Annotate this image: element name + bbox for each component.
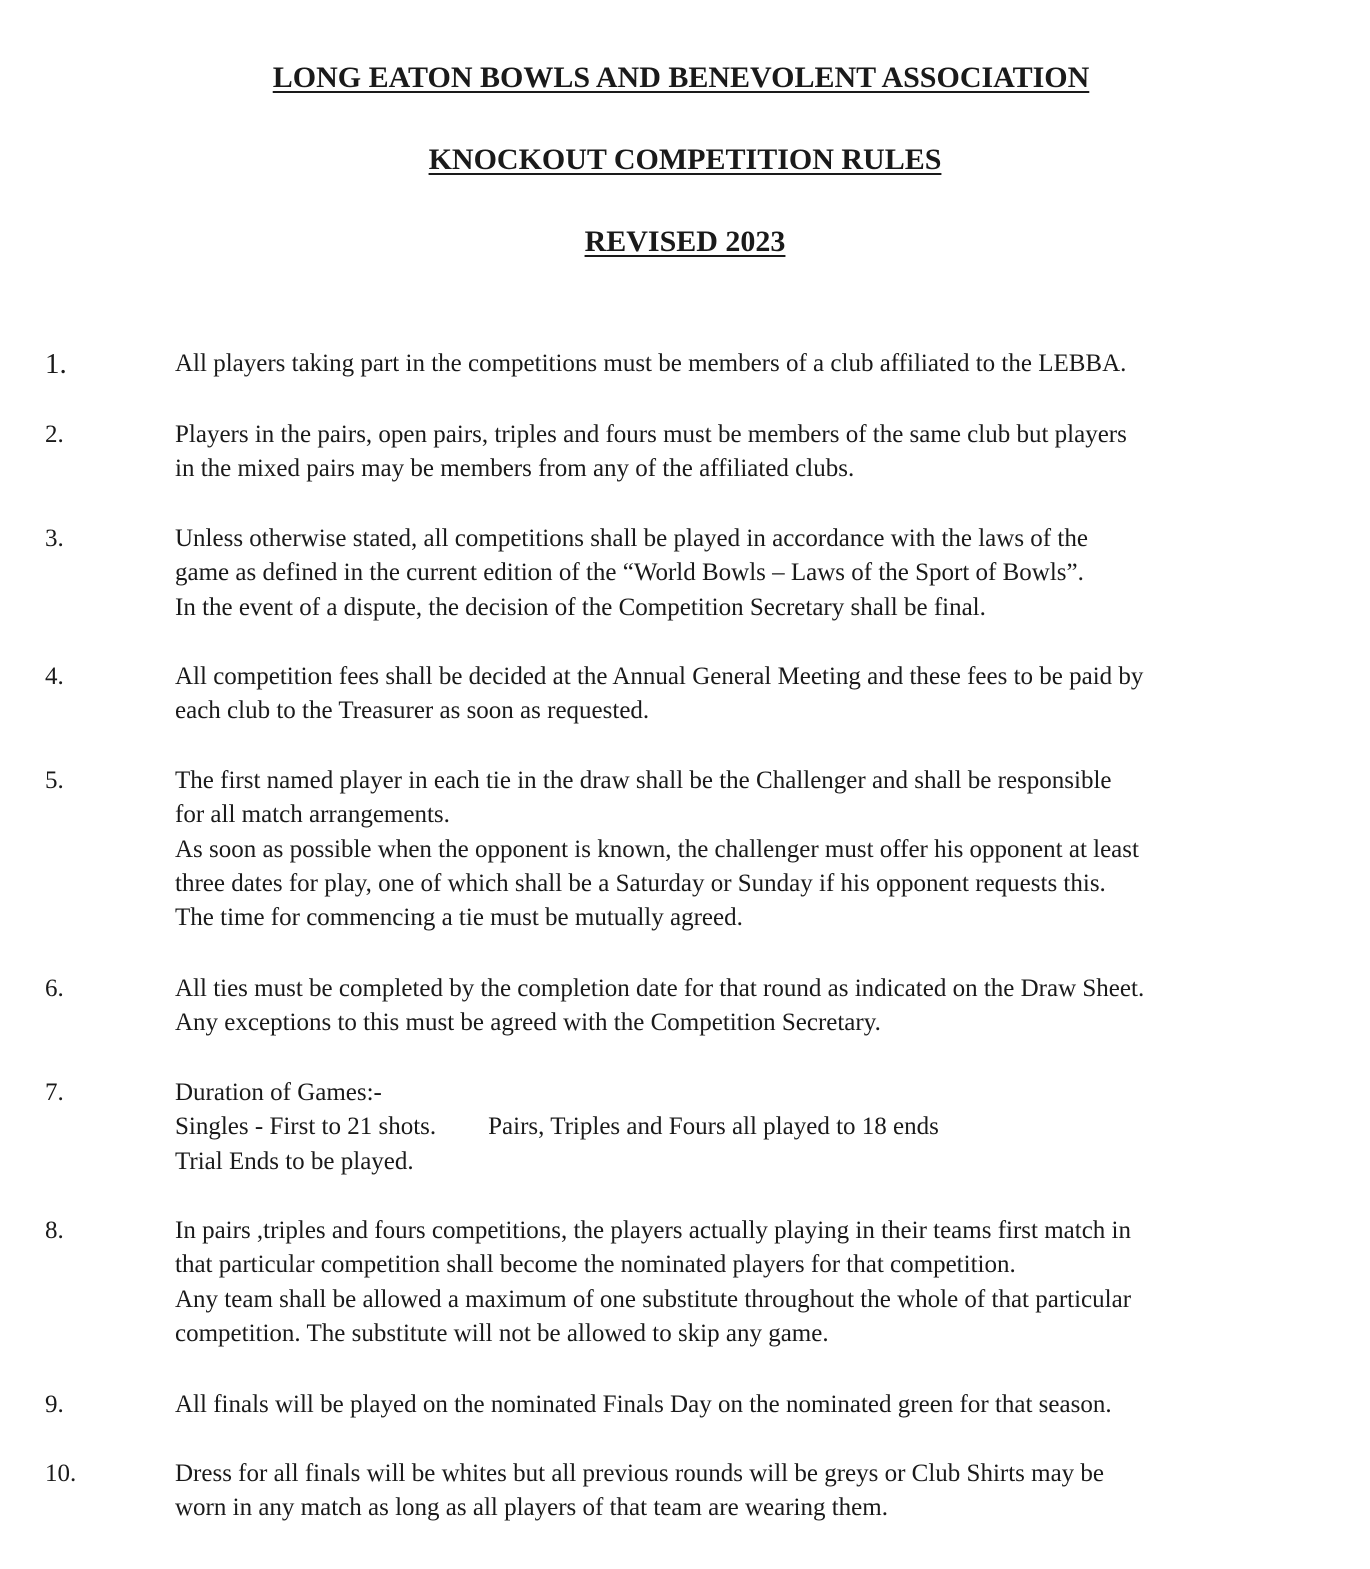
rule-line: worn in any match as long as all players of that team are wearing them. <box>175 1494 888 1522</box>
rule-number: 1. <box>45 348 67 380</box>
rule-line: each club to the Treasurer as soon as requested. <box>175 697 650 725</box>
association-title <box>0 60 1366 96</box>
rule-line: that particular competition shall become the nominated players for that competition. <box>175 1251 1016 1279</box>
rule-text <box>175 1388 1345 1422</box>
rule-line: All ties must be completed by the completion date for that round as indicated on the Draw Sheet. <box>175 975 1145 1002</box>
rule-line: In the event of a dispute, the decision of the Competition Secretary shall be final. <box>175 593 986 621</box>
rule-line: competition. The substitute will not be allowed to skip any game. <box>175 1319 829 1347</box>
rule-line: Any team shall be allowed a maximum of one substitute throughout the whole of that particular <box>175 1285 1132 1313</box>
rule-line: Any exceptions to this must be agreed with the Competition Secretary. <box>175 1009 881 1037</box>
rules-title-text: KNOCKOUT COMPETITION RULES <box>428 143 942 176</box>
rule-line: The time for commencing a tie must be mutually agreed. <box>175 904 743 932</box>
singles-duration: Singles - First to 21 shots. <box>175 1113 437 1141</box>
rule-line: three dates for play, one of which shall be a Saturday or Sunday if his opponent requests this. <box>175 869 1106 897</box>
rule-text <box>175 660 1345 729</box>
rule-line: Dress for all finals will be whites but all previous rounds will be greys or Club Shirts may be <box>175 1460 1105 1487</box>
rule-line: In pairs ,triples and fours competitions, the players actually playing in their teams first match in <box>175 1217 1132 1244</box>
revision-title-text: REVISED 2023 <box>584 225 786 258</box>
rule-number: 3. <box>45 525 64 552</box>
rule-text <box>175 522 1345 625</box>
rule-text <box>175 1214 1345 1351</box>
rule-line: All finals will be played on the nominated Finals Day on the nominated green for that season. <box>175 1391 1112 1418</box>
rule-line: Unless otherwise stated, all competitions shall be played in accordance with the laws of the <box>175 525 1088 552</box>
team-games-duration: Pairs, Triples and Fours all played to 18 ends <box>488 1113 939 1141</box>
rule-number: 8. <box>45 1217 64 1244</box>
rule-line: game as defined in the current edition of the “World Bowls – Laws of the Sport of Bowls”. <box>175 559 1084 587</box>
rule-number: 5. <box>45 767 64 794</box>
rule-line: in the mixed pairs may be members from any of the affiliated clubs. <box>175 455 855 483</box>
rule-number: 7. <box>45 1079 64 1106</box>
rule-line: for all match arrangements. <box>175 801 450 829</box>
rule-line: All players taking part in the competitions must be members of a club affiliated to the LEBBA. <box>175 350 1127 377</box>
rule-text <box>175 347 1345 381</box>
rule-text <box>175 764 1345 935</box>
trial-ends: Trial Ends to be played. <box>175 1147 414 1175</box>
rule-line: Players in the pairs, open pairs, triples and fours must be members of the same club but players <box>175 421 1127 448</box>
revision-title <box>0 224 1370 260</box>
duration-title: Duration of Games:- <box>175 1079 382 1106</box>
rule-number: 4. <box>45 663 64 690</box>
duration-line <box>175 1110 1345 1144</box>
rule-text <box>175 972 1345 1041</box>
rule-text <box>175 418 1345 487</box>
association-title-text: LONG EATON BOWLS AND BENEVOLENT ASSOCIATION <box>272 61 1090 94</box>
rule-number: 9. <box>45 1391 64 1418</box>
rule-text <box>175 1457 1345 1526</box>
rule-number: 10. <box>45 1460 77 1487</box>
rule-number: 6. <box>45 975 64 1002</box>
rule-text <box>175 1076 1345 1179</box>
rule-line: The first named player in each tie in the draw shall be the Challenger and shall be responsible <box>175 767 1112 794</box>
rule-number: 2. <box>45 421 64 448</box>
rule-line: As soon as possible when the opponent is known, the challenger must offer his opponent at least <box>175 835 1139 863</box>
rule-line: All competition fees shall be decided at the Annual General Meeting and these fees to be paid by <box>175 663 1144 690</box>
rules-title <box>0 142 1370 178</box>
